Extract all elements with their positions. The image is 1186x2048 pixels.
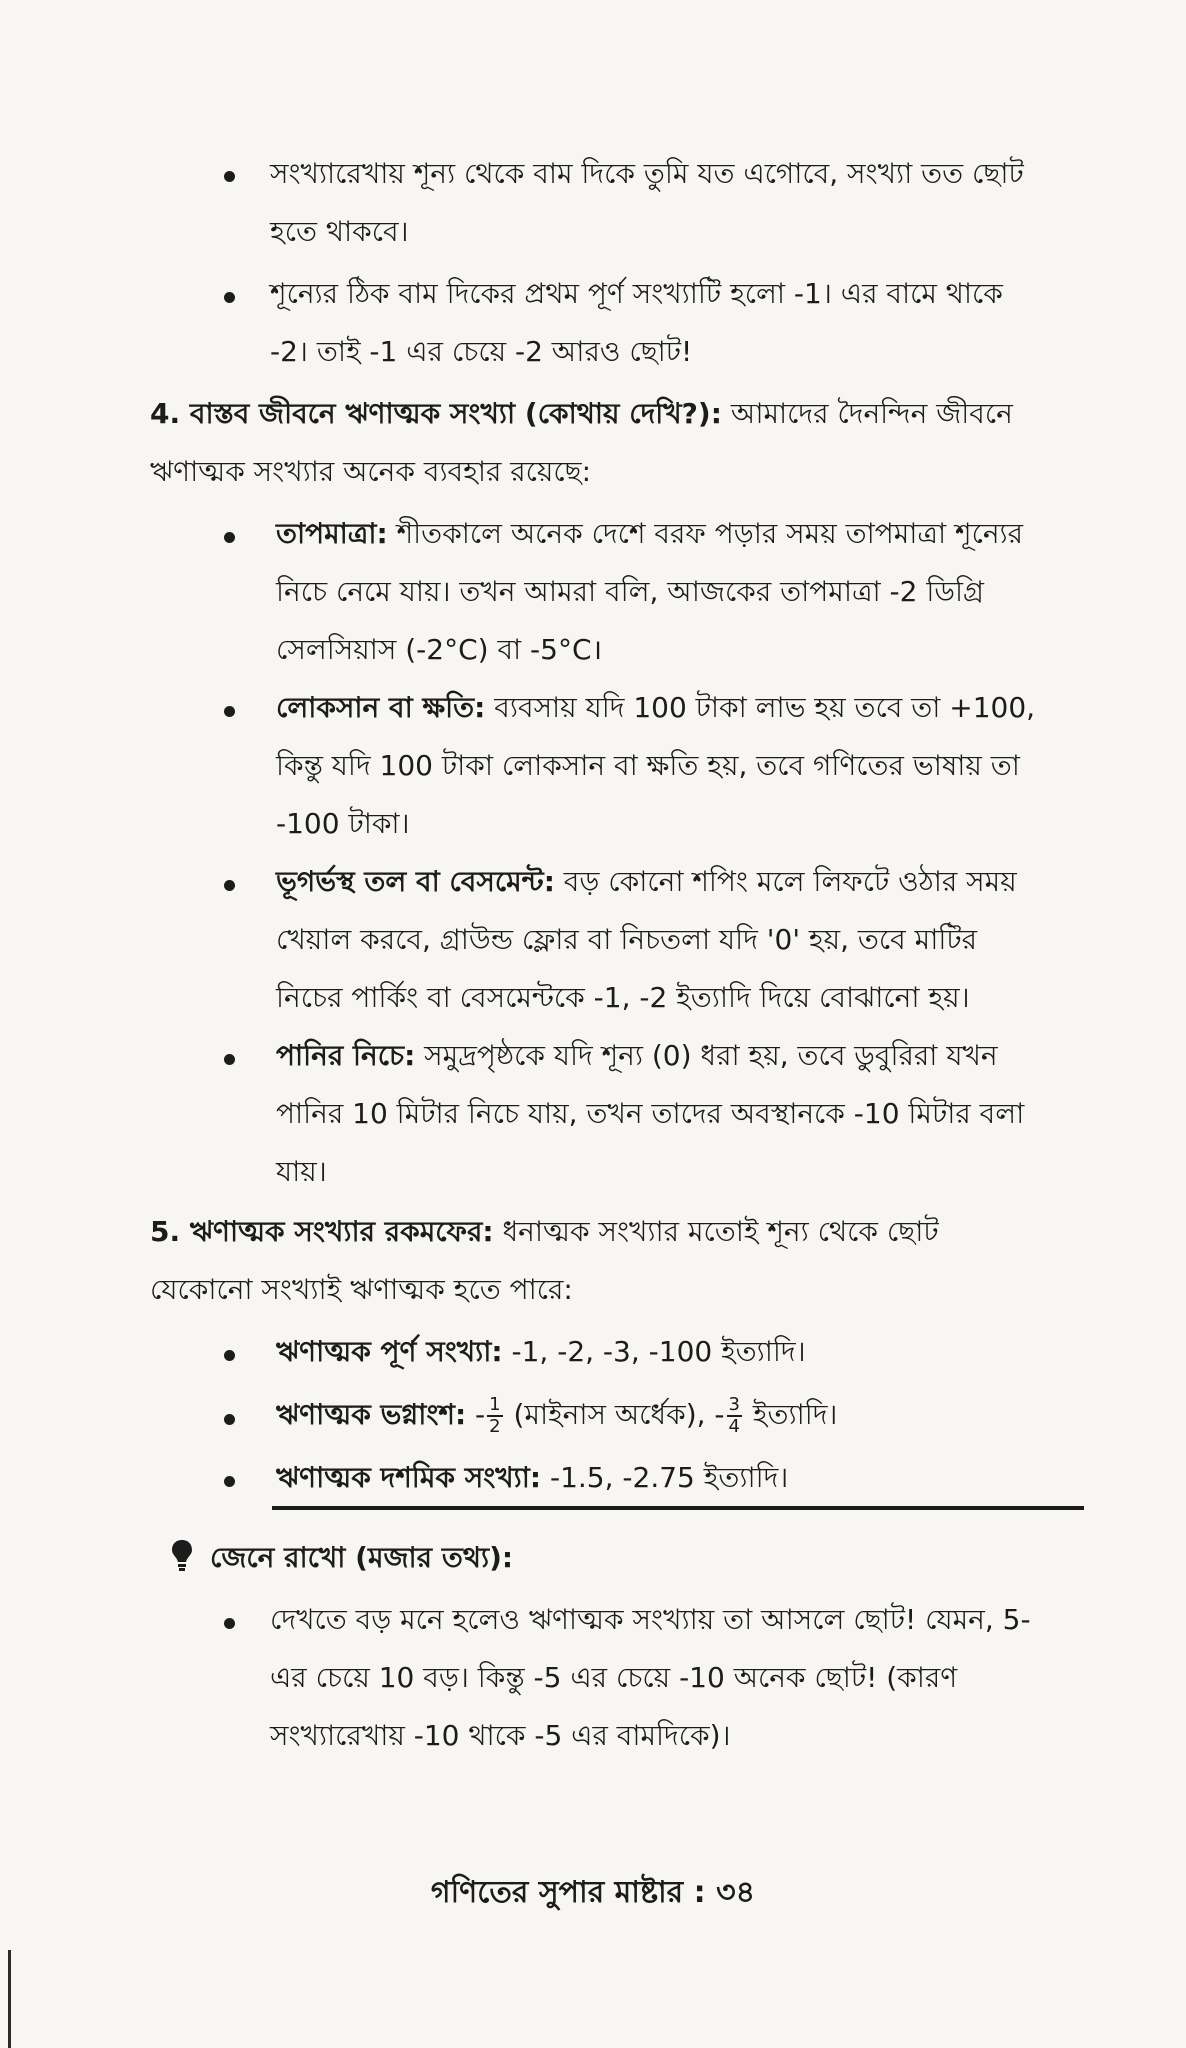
fact-heading-text: জেনে রাখো (মজার তথ্য):	[210, 1541, 514, 1574]
fact-heading	[210, 1538, 513, 1578]
temperature-line-2: নিচে নেমে যায়। তখন আমরা বলি, আজকের তাপমাত্রা -2 ডিগ্রি	[276, 575, 984, 608]
underwater-text: সমুদ্রপৃষ্ঠকে যদি শূন্য (0) ধরা হয়, তবে ডুবুরিরা যখন	[415, 1039, 998, 1072]
basement-text: বড় কোনো শপিং মলে লিফটে ওঠার সময়	[554, 865, 1017, 898]
negative-fractions-line	[276, 1392, 837, 1438]
loss-label: লোকসান বা ক্ষতি:	[276, 691, 486, 724]
temperature-line-1	[276, 514, 1023, 554]
fact-line-2: এর চেয়ে 10 বড়। কিন্তু -5 এর চেয়ে -10 অনেক ছোট! (কারণ	[270, 1661, 958, 1694]
temperature-line-3: সেলসিয়াস (-2°C) বা -5°C।	[276, 633, 603, 666]
lightbulb-icon	[170, 1538, 194, 1574]
temperature-text: শীতকালে অনেক দেশে বরফ পড়ার সময় তাপমাত্রা শূন্যের	[387, 517, 1024, 550]
basement-line-3: নিচের পার্কিং বা বেসমেন্টকে -1, -2 ইত্যাদি দিয়ে বোঝানো হয়।	[276, 981, 970, 1014]
fact-line-1: দেখতে বড় মনে হলেও ঋণাত্মক সংখ্যায় তা আসলে ছোট! যেমন, 5-	[270, 1603, 1031, 1636]
basement-line-1	[276, 862, 1017, 902]
section-5-heading: 5. ঋণাত্মক সংখ্যার রকমফের:	[150, 1215, 494, 1248]
intro-bullet-2-line-1: শূন্যের ঠিক বাম দিকের প্রথম পূর্ণ সংখ্যাটি হলো -1। এর বামে থাকে	[270, 277, 1003, 310]
fraction-numerator: 3	[728, 1394, 740, 1415]
bullet-dot	[224, 292, 235, 303]
negative-fractions-label: ঋণাত্মক ভগ্নাংশ:	[276, 1398, 467, 1431]
negative-decimals-label: ঋণাত্মক দশমিক সংখ্যা:	[276, 1461, 542, 1494]
underwater-line-2: পানির 10 মিটার নিচে যায়, তখন তাদের অবস্থানকে -10 মিটার বলা	[276, 1097, 1025, 1130]
negative-integers-text: -1, -2, -3, -100 ইত্যাদি।	[502, 1335, 806, 1368]
underwater-line-3: যায়।	[276, 1155, 327, 1188]
section-4-heading-line	[150, 394, 1013, 434]
loss-text: ব্যবসায় যদি 100 টাকা লাভ হয় তবে তা +100,	[485, 691, 1036, 724]
negative-integers-label: ঋণাত্মক পূর্ণ সংখ্যা:	[276, 1335, 503, 1368]
negative-integers-line	[276, 1332, 806, 1372]
intro-bullet-2-line-2: -2। তাই -1 এর চেয়ে -2 আরও ছোট!	[270, 335, 693, 368]
bullet-dot	[224, 880, 235, 891]
minus-sign: -	[466, 1398, 486, 1431]
section-5-intro: ধনাত্মক সংখ্যার মতোই শূন্য থেকে ছোট	[493, 1215, 939, 1248]
bullet-dot	[224, 1350, 235, 1361]
bullet-dot	[224, 1618, 235, 1629]
bullet-dot	[224, 1476, 235, 1487]
bullet-dot	[224, 1414, 235, 1425]
intro-bullet-1-line-2: হতে থাকবে।	[270, 215, 409, 248]
negative-decimals-text: -1.5, -2.75 ইত্যাদি।	[541, 1461, 789, 1494]
scan-edge-mark	[8, 1950, 11, 2048]
basement-label: ভূগর্ভস্থ তল বা বেসমেন্ট:	[276, 865, 555, 898]
section-divider	[272, 1506, 1084, 1510]
underwater-line-1	[276, 1036, 998, 1076]
intro-bullet-1-line-1: সংখ্যারেখায় শূন্য থেকে বাম দিকে তুমি যত এগোবে, সংখ্যা তত ছোট	[270, 157, 1024, 190]
bullet-dot	[224, 532, 235, 543]
basement-line-2: খেয়াল করবে, গ্রাউন্ড ফ্লোর বা নিচতলা যদি '0' হয়, তবে মাটির	[276, 923, 977, 956]
temperature-label: তাপমাত্রা:	[276, 517, 388, 550]
section-4-intro-line-2: ঋণাত্মক সংখ্যার অনেক ব্যবহার রয়েছে:	[150, 455, 592, 488]
bullet-dot	[224, 171, 235, 182]
loss-line-3: -100 টাকা।	[276, 807, 410, 840]
fraction-three-quarters	[727, 1395, 742, 1437]
loss-line-2: কিন্তু যদি 100 টাকা লোকসান বা ক্ষতি হয়, তবে গণিতের ভাষায় তা	[276, 749, 1020, 782]
fraction-half	[487, 1395, 502, 1437]
fraction-denominator: 2	[489, 1416, 501, 1437]
loss-line-1	[276, 688, 1035, 728]
section-4-heading: 4. বাস্তব জীবনে ঋণাত্মক সংখ্যা (কোথায় দেখি?):	[150, 397, 722, 430]
fraction-numerator: 1	[489, 1394, 501, 1415]
section-5-heading-line	[150, 1212, 939, 1252]
section-4-intro: আমাদের দৈনন্দিন জীবনে	[721, 397, 1013, 430]
bullet-dot	[224, 706, 235, 717]
bullet-dot	[224, 1054, 235, 1065]
page-footer: গণিতের সুপার মাষ্টার : ৩৪	[430, 1875, 756, 1910]
underwater-label: পানির নিচে:	[276, 1039, 416, 1072]
fraction-denominator: 4	[728, 1416, 740, 1437]
fact-line-3: সংখ্যারেখায় -10 থাকে -5 এর বামদিকে)।	[270, 1719, 731, 1752]
fraction-end-text: ইত্যাদি।	[743, 1398, 838, 1431]
negative-decimals-line	[276, 1458, 788, 1498]
section-5-intro-line-2: যেকোনো সংখ্যাই ঋণাত্মক হতে পারে:	[150, 1273, 573, 1306]
fraction-middle-text: (মাইনাস অর্ধেক), -	[504, 1398, 725, 1431]
